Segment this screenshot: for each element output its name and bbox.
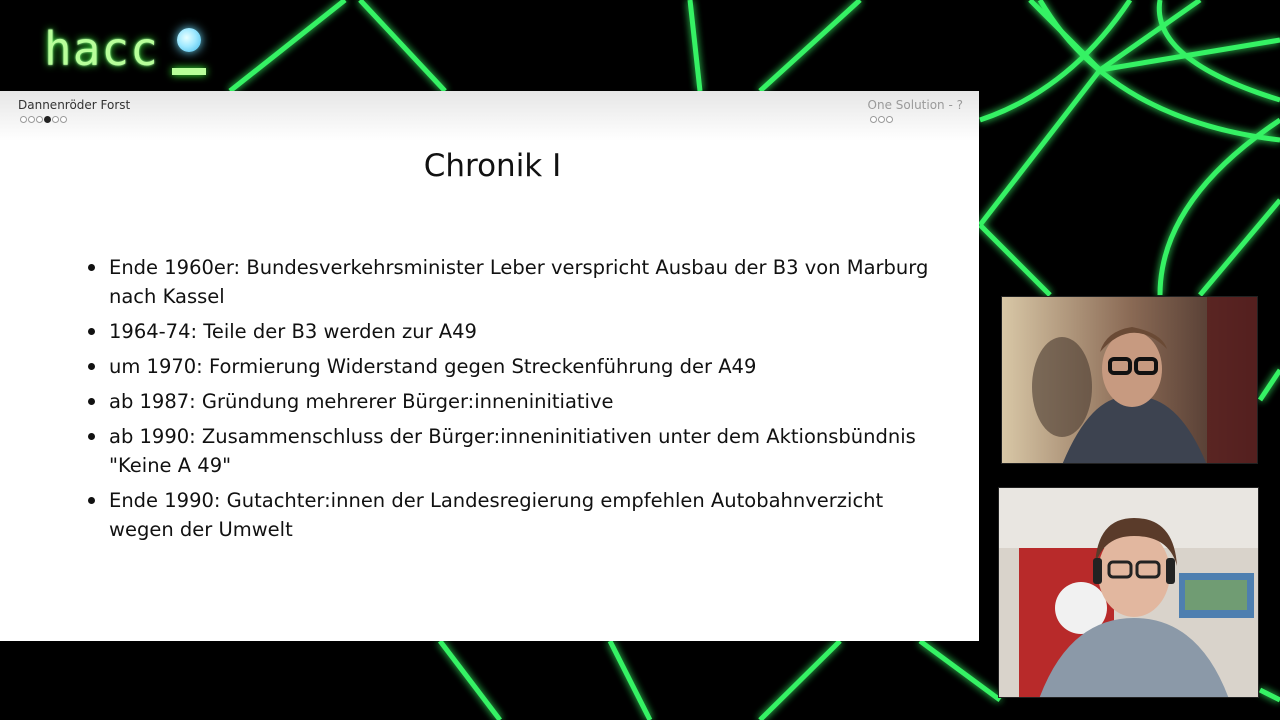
hacc-logo: hacc: [44, 22, 159, 76]
bullet-text: ab 1987: Gründung mehrerer Bürger:inneninitiative: [109, 390, 614, 413]
bullet-item: [86, 317, 936, 346]
section-nav-dots-left[interactable]: [20, 116, 67, 123]
bullet-text: um 1970: Formierung Widerstand gegen Streckenführung der A49: [109, 355, 757, 378]
bullet-icon: [88, 328, 95, 335]
section-title-right[interactable]: One Solution - ?: [867, 98, 963, 112]
nav-dot-icon[interactable]: [36, 116, 43, 123]
presentation-slide: [0, 91, 979, 641]
nav-dot-icon[interactable]: [44, 116, 51, 123]
section-title-left[interactable]: Dannenröder Forst: [18, 98, 131, 112]
logo-cursor: [172, 68, 206, 75]
nav-dot-icon[interactable]: [878, 116, 885, 123]
nav-dot-icon[interactable]: [870, 116, 877, 123]
bullet-item: [86, 352, 936, 381]
bullet-icon: [88, 433, 95, 440]
nav-dot-icon[interactable]: [52, 116, 59, 123]
webcam-feed-speaker-2: [998, 487, 1259, 698]
bullet-icon: [88, 363, 95, 370]
bullet-text: ab 1990: Zusammenschluss der Bürger:inneninitiativen unter dem Aktionsbündnis "Keine A 49": [109, 425, 916, 477]
nav-dot-icon[interactable]: [60, 116, 67, 123]
bullet-list: [86, 253, 936, 550]
nav-dot-icon[interactable]: [28, 116, 35, 123]
nav-dot-icon[interactable]: [886, 116, 893, 123]
bullet-icon: [88, 264, 95, 271]
bullet-icon: [88, 497, 95, 504]
globe-icon: [177, 28, 201, 52]
bullet-text: 1964-74: Teile der B3 werden zur A49: [109, 320, 477, 343]
webcam-feed-speaker-1: [1001, 296, 1258, 464]
bullet-item: [86, 486, 936, 544]
bullet-text: Ende 1990: Gutachter:innen der Landesregierung empfehlen Autobahnverzicht wegen der Umwelt: [109, 489, 884, 541]
bullet-item: [86, 387, 936, 416]
bullet-icon: [88, 398, 95, 405]
bullet-text: Ende 1960er: Bundesverkehrsminister Leber verspricht Ausbau der B3 von Marburg nach Kassel: [109, 256, 929, 308]
section-nav-dots-right[interactable]: [870, 116, 893, 123]
slide-title: Chronik I: [423, 148, 562, 184]
bullet-item: [86, 422, 936, 480]
nav-dot-icon[interactable]: [20, 116, 27, 123]
bullet-item: [86, 253, 936, 311]
slide-header: [0, 91, 979, 141]
